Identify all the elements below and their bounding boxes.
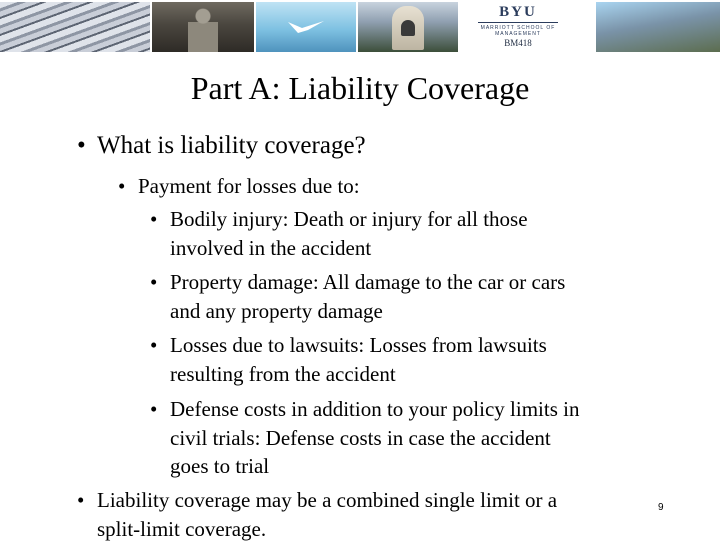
banner-photo-building xyxy=(596,2,720,52)
bullet-dot: • xyxy=(77,132,86,159)
banner-photo-statue xyxy=(152,2,254,52)
page-number: 9 xyxy=(658,502,664,513)
bullet-text: Defense costs in addition to your policy limits in xyxy=(170,397,580,421)
bullet-dot: • xyxy=(118,174,126,198)
byu-logo xyxy=(460,2,576,52)
bullet-text-cont: goes to trial xyxy=(170,454,270,478)
bullet-text-cont: split-limit coverage. xyxy=(97,517,267,541)
bullet-payment xyxy=(118,173,658,199)
bullet-text-cont: resulting from the accident xyxy=(170,361,396,386)
sub-bullet-defense-costs xyxy=(150,395,640,481)
byu-logo-text: BYU xyxy=(499,4,537,20)
bullet-dot: • xyxy=(150,397,158,421)
bullet-text: Property damage: All damage to the car or cars xyxy=(170,270,566,294)
bullet-dot: • xyxy=(77,488,85,512)
slide-title: Part A: Liability Coverage xyxy=(190,70,530,106)
bullet-dot: • xyxy=(150,207,158,231)
banner-photo-bell xyxy=(358,2,458,52)
bullet-combined-limit xyxy=(77,486,657,544)
course-code: BM418 xyxy=(504,38,532,48)
bullet-text-cont: involved in the accident xyxy=(170,235,372,260)
bell-icon xyxy=(392,6,424,50)
sub-bullet-property-damage xyxy=(150,268,640,325)
bullet-text: Bodily injury: Death or injury for all those xyxy=(170,207,528,231)
bullet-text: What is liability coverage? xyxy=(97,132,366,159)
bullet-text-cont: civil trials: Defense costs in case the accident xyxy=(170,425,551,450)
logo-subtitle: MARRIOTT SCHOOL OF MANAGEMENT xyxy=(480,25,556,37)
bullet-text: Payment for losses due to: xyxy=(138,174,360,198)
banner-photo-mountain-y xyxy=(256,2,356,52)
banner-photo-architecture xyxy=(0,2,150,52)
logo-rule xyxy=(478,22,558,23)
bullet-question xyxy=(77,132,677,160)
bullet-dot: • xyxy=(150,333,158,357)
bullet-dot: • xyxy=(150,270,158,294)
statue-silhouette xyxy=(188,6,218,52)
sub-bullet-bodily-injury xyxy=(150,205,640,262)
bullet-text: Liability coverage may be a combined single limit or a xyxy=(97,488,558,512)
y-mountain-icon xyxy=(286,20,326,34)
bullet-text-cont: and any property damage xyxy=(170,298,383,323)
sub-bullet-lawsuits xyxy=(150,331,640,388)
bullet-text: Losses due to lawsuits: Losses from lawsuits xyxy=(170,333,547,357)
header-banner xyxy=(0,0,720,54)
